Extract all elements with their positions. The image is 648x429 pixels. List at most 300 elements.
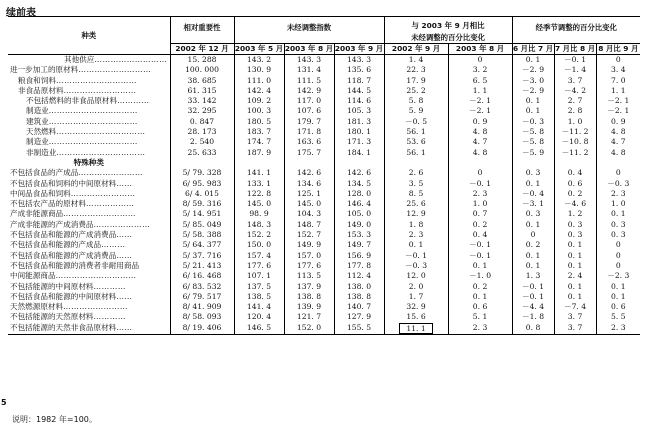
row-value-5: －0. 1 — [512, 292, 554, 302]
row-value-0: 180. 5 — [234, 117, 284, 127]
header-sub-3: 2002 年 9 月 — [384, 44, 448, 55]
row-value-7: 7. 0 — [596, 76, 640, 86]
row-value-4: 2. 3 — [448, 189, 512, 199]
row-value-7: 0 — [596, 240, 640, 250]
row-category — [8, 106, 170, 116]
row-category-label: 中间品食品和饲料 — [10, 188, 71, 198]
leader-dots: ………………………… — [55, 271, 137, 281]
row-value-6: 0. 1 — [554, 292, 596, 302]
row-value-3: －0. 1 — [384, 251, 448, 261]
row-category — [8, 65, 170, 75]
table-row — [8, 271, 640, 281]
row-value-1: 177. 6 — [284, 261, 334, 271]
table-row — [8, 86, 640, 96]
row-weight: 6/ 16. 468 — [170, 271, 234, 281]
table-row — [8, 251, 640, 261]
leader-dots: …………………… — [70, 188, 136, 198]
row-value-6: －4. 6 — [554, 199, 596, 209]
row-category — [8, 76, 170, 86]
row-value-4: 1. 0 — [448, 199, 512, 209]
row-category-label: 不包括食品和饲料的中间原材料 — [10, 178, 117, 188]
leader-dots: …… — [116, 178, 133, 188]
row-value-4: 0. 9 — [448, 117, 512, 127]
row-value-3: 0. 1 — [384, 240, 448, 250]
row-value-5: 0. 1 — [512, 261, 554, 271]
row-value-5: －2. 9 — [512, 86, 554, 96]
header-pct-change-line2: 未经调整的百分比变化 — [384, 33, 512, 44]
row-value-1: 163. 6 — [284, 137, 334, 147]
row-value-5: －3. 0 — [512, 76, 554, 86]
row-value-4: 0. 2 — [448, 282, 512, 292]
table-row — [8, 137, 640, 147]
leader-dots: …………………………… — [56, 127, 146, 137]
row-value-6: 0. 1 — [554, 282, 596, 292]
row-category — [8, 261, 170, 271]
header-seasonal: 经季节调整的百分比变化 — [512, 17, 640, 34]
row-value-5 — [512, 158, 554, 168]
row-value-5: －0. 4 — [512, 189, 554, 199]
row-weight: 6/ 79. 517 — [170, 292, 234, 302]
row-value-4: －0. 1 — [448, 240, 512, 250]
row-value-4: 0. 1 — [448, 292, 512, 302]
row-value-6: －4. 2 — [554, 86, 596, 96]
leader-dots: ……………………… — [94, 55, 168, 64]
row-value-1: 138. 8 — [284, 292, 334, 302]
row-value-2: 135. 6 — [334, 65, 384, 75]
row-category-label: 特殊种类 — [73, 157, 104, 167]
table-body — [8, 55, 640, 335]
row-value-1: 142. 9 — [284, 86, 334, 96]
row-category-label: 粮食和饲料 — [18, 75, 56, 85]
table-row — [8, 179, 640, 189]
table-row — [8, 292, 640, 302]
row-value-0: 148. 3 — [234, 220, 284, 230]
row-value-1: 104. 3 — [284, 209, 334, 219]
row-value-4: 0 — [448, 55, 512, 66]
row-value-1: 171. 8 — [284, 127, 334, 137]
row-value-3: 5. 9 — [384, 106, 448, 116]
row-value-5: －4. 4 — [512, 302, 554, 312]
row-value-3: 56. 1 — [384, 127, 448, 137]
row-value-6: 0. 2 — [554, 189, 596, 199]
row-value-3: 17. 9 — [384, 76, 448, 86]
row-value-6: 2. 7 — [554, 96, 596, 106]
row-value-2: 128. 0 — [334, 189, 384, 199]
row-value-3: 25. 2 — [384, 86, 448, 96]
row-value-3: 22. 3 — [384, 65, 448, 75]
row-value-6: 3. 7 — [554, 76, 596, 86]
row-value-6: 0. 4 — [554, 168, 596, 178]
row-category-label: 不包括能源的天然非食品原材料 — [10, 323, 117, 333]
row-value-4: 0. 4 — [448, 230, 512, 240]
row-value-4: 0 — [448, 168, 512, 178]
leader-dots: …………………… — [63, 302, 128, 312]
header-sub-2: 2003 年 9 月 — [334, 44, 384, 53]
table-row — [8, 230, 640, 240]
row-value-2: 149. 7 — [334, 240, 384, 250]
row-value-2: 155. 5 — [334, 323, 384, 335]
row-value-3: 25. 6 — [384, 199, 448, 209]
row-category — [8, 302, 170, 312]
row-value-2: 177. 8 — [334, 261, 384, 271]
leader-dots: ………… — [93, 312, 126, 322]
row-value-4: 1. 1 — [448, 86, 512, 96]
header-unadjusted-index: 未经调整指数 — [234, 17, 384, 34]
footnote: 说明：1982 年=100。 — [12, 415, 97, 424]
row-category-label: 不包括农产品的原材料 — [10, 199, 86, 209]
boxed-value: 11. 1 — [399, 323, 432, 334]
row-value-1: 145. 0 — [284, 199, 334, 209]
row-value-7: －2. 1 — [596, 106, 640, 116]
row-category-label: 不包括食品和能源的产成品 — [10, 240, 102, 250]
row-value-5: 0. 8 — [512, 323, 554, 335]
row-value-1: 121. 7 — [284, 312, 334, 322]
leader-dots: ……… — [101, 240, 126, 250]
row-category-label: 不包括食品和能源的消费者非耐用商品 — [10, 260, 140, 270]
row-value-2: 127. 9 — [334, 312, 384, 322]
row-value-3: 2. 0 — [384, 282, 448, 292]
row-value-0: 150. 0 — [234, 240, 284, 250]
row-value-1: 107. 6 — [284, 106, 334, 116]
row-value-5: 0. 1 — [512, 251, 554, 261]
row-weight: 8/ 41. 909 — [170, 302, 234, 312]
row-value-6: －10. 8 — [554, 137, 596, 147]
row-value-6: 0. 3 — [554, 220, 596, 230]
row-value-2: 138. 8 — [334, 292, 384, 302]
row-weight: 5/ 85. 049 — [170, 220, 234, 230]
row-weight: 8/ 19. 406 — [170, 323, 234, 335]
row-value-1: 148. 7 — [284, 220, 334, 230]
leader-dots: ………… — [93, 281, 126, 291]
leader-dots: …… — [116, 291, 133, 301]
row-value-2: 180. 1 — [334, 127, 384, 137]
row-category — [8, 96, 170, 106]
row-category — [8, 292, 170, 302]
row-value-1: 111. 5 — [284, 76, 334, 86]
row-value-5: －5. 8 — [512, 137, 554, 147]
row-value-3 — [384, 323, 448, 335]
leader-dots: ………………… — [93, 219, 151, 229]
row-value-1: 143. 3 — [284, 55, 334, 66]
row-value-4: －2. 1 — [448, 106, 512, 116]
row-value-1: 175. 7 — [284, 148, 334, 158]
row-value-1: 179. 7 — [284, 117, 334, 127]
row-value-5: －1. 8 — [512, 312, 554, 322]
row-value-3: 15. 6 — [384, 312, 448, 322]
row-value-4: －0. 1 — [448, 251, 512, 261]
row-category — [8, 137, 170, 147]
row-weight: 32. 295 — [170, 106, 234, 116]
leader-dots: ……………… — [85, 199, 135, 209]
row-value-0: 174. 7 — [234, 137, 284, 147]
row-value-1: 149. 9 — [284, 240, 334, 250]
table-row — [8, 261, 640, 271]
row-value-6: 0. 3 — [554, 230, 596, 240]
row-value-6: －7. 4 — [554, 302, 596, 312]
leader-dots: ……………………… — [78, 65, 152, 75]
row-value-4: －0. 1 — [448, 179, 512, 189]
row-category — [8, 55, 170, 66]
row-value-3: 12. 9 — [384, 209, 448, 219]
row-value-7: －2. 3 — [596, 271, 640, 281]
row-category — [8, 158, 170, 168]
row-value-7: 0. 1 — [596, 209, 640, 219]
row-value-2: 184. 1 — [334, 148, 384, 158]
row-weight: 8/ 59. 316 — [170, 199, 234, 209]
row-category-label: 进一步加工的原材料 — [10, 65, 79, 75]
row-value-0: 157. 4 — [234, 251, 284, 261]
row-category — [8, 117, 170, 127]
row-value-6: 0. 6 — [554, 179, 596, 189]
row-value-3: 8. 5 — [384, 189, 448, 199]
leader-dots: …… — [116, 230, 133, 240]
row-category — [8, 127, 170, 137]
row-weight: 5/ 79. 328 — [170, 168, 234, 178]
row-value-7: 3. 4 — [596, 65, 640, 75]
row-value-3: 1. 8 — [384, 220, 448, 230]
row-value-5: －0. 1 — [512, 282, 554, 292]
leader-dots: ……………………… — [63, 85, 137, 95]
row-value-0: 146. 5 — [234, 323, 284, 335]
row-category-label: 不包括能源的天然原材料 — [10, 312, 94, 322]
row-weight: 100. 000 — [170, 65, 234, 75]
row-value-4: 3. 2 — [448, 65, 512, 75]
row-category — [8, 312, 170, 322]
header-sub-5: 6 月比 7 月 — [512, 44, 554, 53]
table-row — [8, 282, 640, 292]
row-value-4: 2. 3 — [448, 323, 512, 335]
row-value-7: 4. 8 — [596, 127, 640, 137]
row-value-3: 12. 0 — [384, 271, 448, 281]
row-value-2: 114. 6 — [334, 96, 384, 106]
row-value-7: －0. 3 — [596, 179, 640, 189]
row-value-5: 0. 1 — [512, 55, 554, 66]
row-value-3: 5. 8 — [384, 96, 448, 106]
table-row — [8, 96, 640, 106]
row-value-3: －0. 3 — [384, 261, 448, 271]
row-value-2: 143. 3 — [334, 55, 384, 66]
row-value-4: 0. 7 — [448, 209, 512, 219]
leader-dots: …………………… — [78, 168, 144, 178]
row-value-5: －5. 8 — [512, 127, 554, 137]
table-row — [8, 312, 640, 322]
row-value-2 — [334, 158, 384, 168]
row-value-2: 138. 0 — [334, 282, 384, 292]
row-value-1: 137. 9 — [284, 282, 334, 292]
leader-dots: …………………………… — [48, 106, 138, 116]
row-category-label: 建筑业 — [26, 116, 49, 126]
row-value-4: －1. 0 — [448, 271, 512, 281]
row-value-3 — [384, 158, 448, 168]
row-value-0: 138. 5 — [234, 292, 284, 302]
row-value-2: 140. 7 — [334, 302, 384, 312]
row-value-1: 139. 9 — [284, 302, 334, 312]
row-value-6: 3. 7 — [554, 323, 596, 335]
row-value-3: 1. 4 — [384, 55, 448, 66]
leader-dots: …………………………… — [48, 116, 138, 126]
header-sub-1: 2003 年 8 月 — [284, 44, 334, 53]
row-value-1: 113. 5 — [284, 271, 334, 281]
row-value-7: 5. 5 — [596, 312, 640, 322]
row-weight: 5/ 58. 388 — [170, 230, 234, 240]
row-weight: 61. 315 — [170, 86, 234, 96]
row-weight: 5/ 64. 377 — [170, 240, 234, 250]
row-value-5: 0. 2 — [512, 240, 554, 250]
row-value-3: 1. 7 — [384, 292, 448, 302]
row-category-label: 不包括食品和能源的产成消费品 — [10, 230, 117, 240]
row-value-4: －2. 1 — [448, 96, 512, 106]
row-value-0 — [234, 158, 284, 168]
row-value-4: 6. 5 — [448, 76, 512, 86]
row-value-1: 125. 1 — [284, 189, 334, 199]
row-value-0: 137. 5 — [234, 282, 284, 292]
row-value-6 — [554, 158, 596, 168]
table-row — [8, 240, 640, 250]
header-category: 种类 — [8, 17, 170, 55]
row-value-7: 0. 6 — [596, 302, 640, 312]
row-value-7: 2. 3 — [596, 323, 640, 335]
row-weight: 25. 633 — [170, 148, 234, 158]
row-category-label: 制造业 — [26, 106, 49, 116]
row-value-0: 142. 4 — [234, 86, 284, 96]
row-value-0: 98. 9 — [234, 209, 284, 219]
section-row — [8, 158, 640, 168]
row-value-5: －2. 9 — [512, 65, 554, 75]
row-weight: 33. 142 — [170, 96, 234, 106]
row-value-0: 122. 8 — [234, 189, 284, 199]
row-value-2: 153. 3 — [334, 230, 384, 240]
header-sub-6: 7 月比 8 月 — [554, 44, 596, 53]
row-value-0: 107. 1 — [234, 271, 284, 281]
row-weight: 38. 685 — [170, 76, 234, 86]
row-value-6: 1. 0 — [554, 117, 596, 127]
row-value-5: 0. 3 — [512, 168, 554, 178]
row-category-label: 不包括燃料的非食品原材料 — [26, 96, 118, 106]
row-value-2: 144. 5 — [334, 86, 384, 96]
row-category — [8, 148, 170, 158]
row-weight: 6/ 4. 015 — [170, 189, 234, 199]
row-value-4: 5. 1 — [448, 312, 512, 322]
row-value-7: 0. 9 — [596, 117, 640, 127]
leader-dots: ………………………… — [55, 75, 137, 85]
row-value-7: 0 — [596, 261, 640, 271]
table-row — [8, 106, 640, 116]
row-value-3: 56. 1 — [384, 148, 448, 158]
row-category-label: 中间能源商品 — [10, 271, 56, 281]
row-value-5: －0. 3 — [512, 117, 554, 127]
header-row-1 — [8, 17, 640, 34]
row-weight: 0. 847 — [170, 117, 234, 127]
row-value-7 — [596, 158, 640, 168]
row-value-6: －11. 2 — [554, 148, 596, 158]
header-weight-date: 2002 年 12 月 — [170, 44, 234, 55]
row-value-7: 0. 1 — [596, 282, 640, 292]
row-value-7: 4. 8 — [596, 148, 640, 158]
row-value-5: 0. 1 — [512, 106, 554, 116]
table-row — [8, 168, 640, 178]
row-category-label: 制造业 — [26, 137, 49, 147]
row-value-0: 133. 1 — [234, 179, 284, 189]
row-category — [8, 220, 170, 230]
row-category-label: 不包括食品和能源的中间原材料 — [10, 291, 117, 301]
table-row — [8, 220, 640, 230]
row-category — [8, 323, 170, 335]
row-value-5: 0. 1 — [512, 96, 554, 106]
row-category-label: 天然燃料 — [26, 127, 57, 137]
row-value-7: 0. 3 — [596, 220, 640, 230]
row-weight: 6/ 95. 983 — [170, 179, 234, 189]
row-value-2: 134. 5 — [334, 179, 384, 189]
leader-dots: ………… — [117, 96, 150, 106]
row-value-2: 118. 7 — [334, 76, 384, 86]
table-row — [8, 55, 640, 66]
row-value-7: 0 — [596, 168, 640, 178]
row-category — [8, 251, 170, 261]
row-value-6: －0. 1 — [554, 55, 596, 66]
row-category — [8, 209, 170, 219]
row-value-3: 32. 9 — [384, 302, 448, 312]
row-value-5: 0. 3 — [512, 209, 554, 219]
table-row — [8, 65, 640, 75]
row-value-1: 157. 0 — [284, 251, 334, 261]
row-category — [8, 179, 170, 189]
row-value-0: 145. 0 — [234, 199, 284, 209]
row-value-1: 152. 7 — [284, 230, 334, 240]
row-value-1: 142. 6 — [284, 168, 334, 178]
row-value-7: 4. 7 — [596, 137, 640, 147]
leader-dots: ……………………… — [63, 209, 136, 219]
row-value-4: 0. 1 — [448, 261, 512, 271]
row-value-6: 0. 1 — [554, 240, 596, 250]
row-category-label: 产成非能源的产成消费品 — [10, 219, 94, 229]
row-weight: 8/ 58. 093 — [170, 312, 234, 322]
row-weight: 5/ 37. 716 — [170, 251, 234, 261]
table-row — [8, 127, 640, 137]
row-value-2: 171. 3 — [334, 137, 384, 147]
row-weight: 15. 288 — [170, 55, 234, 66]
table-row — [8, 209, 640, 219]
header-weight: 相对重要性 — [170, 17, 234, 34]
row-value-0: 100. 3 — [234, 106, 284, 116]
row-weight: 5/ 21. 413 — [170, 261, 234, 271]
row-value-4: 4. 8 — [448, 148, 512, 158]
row-value-2: 112. 4 — [334, 271, 384, 281]
row-value-0: 120. 4 — [234, 312, 284, 322]
page-title: 续前表 — [6, 8, 36, 19]
row-value-5: 0. 1 — [512, 220, 554, 230]
header-pct-change-line1: 与 2003 年 9 月相比 — [384, 17, 512, 34]
row-value-4: 0. 6 — [448, 302, 512, 312]
row-value-3: －0. 5 — [384, 117, 448, 127]
row-weight: 28. 173 — [170, 127, 234, 137]
row-value-6: 0. 1 — [554, 251, 596, 261]
table-row — [8, 323, 640, 335]
row-category — [8, 86, 170, 96]
row-weight: 5/ 14. 951 — [170, 209, 234, 219]
row-category-label: 不包括食品和能源的产成消费品 — [10, 250, 117, 260]
row-value-5: 0. 1 — [512, 179, 554, 189]
row-value-0: 109. 2 — [234, 96, 284, 106]
row-value-6: －11. 2 — [554, 127, 596, 137]
row-value-5: 0 — [512, 230, 554, 240]
row-value-4: 4. 7 — [448, 137, 512, 147]
row-value-6: 2. 8 — [554, 106, 596, 116]
leader-dots: …………………………… — [56, 147, 146, 157]
row-value-6: 0. 1 — [554, 261, 596, 271]
row-value-4 — [448, 158, 512, 168]
row-value-0: 177. 6 — [234, 261, 284, 271]
row-value-7: 0 — [596, 251, 640, 261]
